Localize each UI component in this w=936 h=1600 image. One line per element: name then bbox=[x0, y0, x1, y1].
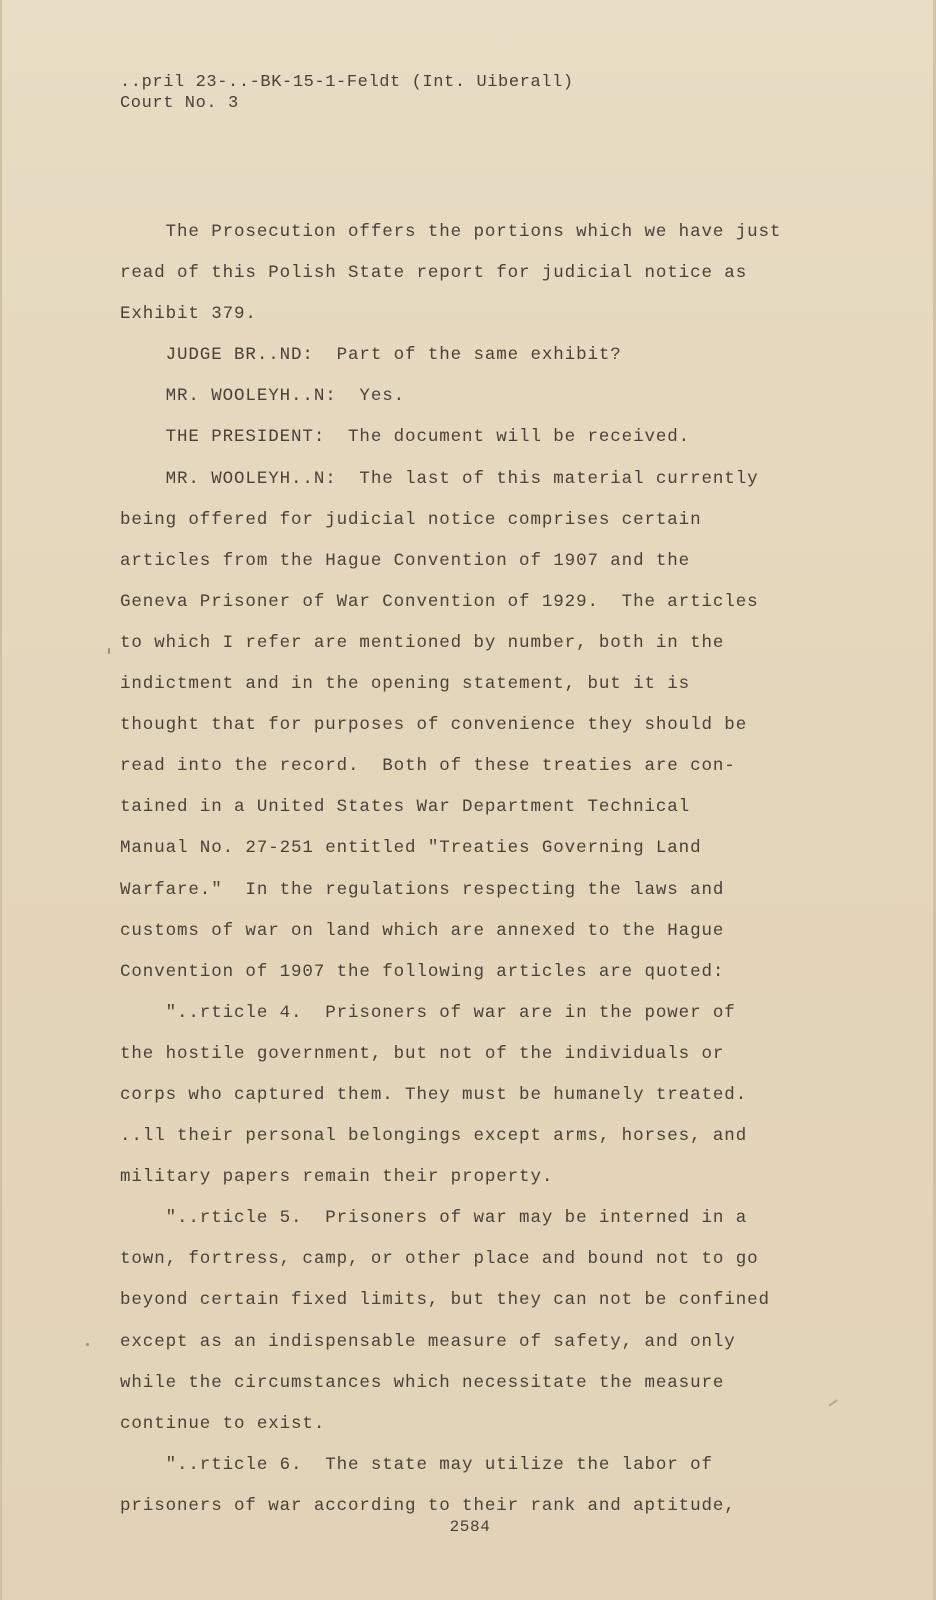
text-line: "..rticle 5. Prisoners of war may be interned in a bbox=[120, 1208, 748, 1229]
text-line: corps who captured them. They must be humanely treated. bbox=[120, 1084, 748, 1105]
text-line: Geneva Prisoner of War Convention of 1929. The articles bbox=[120, 591, 759, 612]
text-line: while the circumstances which necessitate the measure bbox=[120, 1372, 725, 1393]
text-line: "..rticle 4. Prisoners of war are in the power of bbox=[120, 1002, 736, 1023]
text-line: military papers remain their property. bbox=[120, 1167, 554, 1188]
text-line: read into the record. Both of these treaties are con- bbox=[120, 756, 736, 777]
text-line: being offered for judicial notice comprises certain bbox=[120, 509, 702, 530]
page-number: 2584 bbox=[449, 1518, 491, 1536]
text-line: JUDGE BR..ND: Part of the same exhibit? bbox=[120, 345, 622, 366]
text-line: tained in a United States War Department Technical bbox=[120, 797, 691, 818]
text-line: beyond certain fixed limits, but they can not be confined bbox=[120, 1290, 770, 1311]
text-line: Exhibit 379. bbox=[120, 304, 257, 325]
text-line: "..rticle 6. The state may utilize the labor of bbox=[120, 1454, 713, 1475]
text-line: prisoners of war according to their rank and aptitude, bbox=[120, 1495, 736, 1516]
text-line: The Prosecution offers the portions which we have just bbox=[120, 222, 782, 242]
text-line: THE PRESIDENT: The document will be received. bbox=[120, 427, 691, 448]
text-line: articles from the Hague Convention of 1907 and the bbox=[120, 550, 691, 571]
header-date-line: ..pril 23-..-BK-15-1-Feldt (Int. Uiberall) bbox=[120, 73, 574, 92]
paper-speck bbox=[86, 1343, 89, 1346]
text-line: the hostile government, but not of the individuals or bbox=[120, 1043, 725, 1064]
text-line: Manual No. 27-251 entitled "Treaties Governing Land bbox=[120, 838, 702, 859]
paper-speck bbox=[108, 648, 110, 654]
text-line: MR. WOOLEYH..N: The last of this material currently bbox=[120, 468, 759, 489]
text-line: Convention of 1907 the following articles are quoted: bbox=[120, 961, 725, 982]
text-line: indictment and in the opening statement, but it is bbox=[120, 674, 691, 695]
header-court-line: Court No. 3 bbox=[120, 94, 239, 113]
text-line: to which I refer are mentioned by number, both in the bbox=[120, 632, 725, 653]
text-line: customs of war on land which are annexed to the Hague bbox=[120, 920, 725, 941]
text-line: MR. WOOLEYH..N: Yes. bbox=[120, 386, 406, 407]
text-line: except as an indispensable measure of safety, and only bbox=[120, 1331, 736, 1352]
text-line: Warfare." In the regulations respecting the laws and bbox=[120, 879, 725, 900]
document-header bbox=[120, 72, 574, 114]
text-line: continue to exist. bbox=[120, 1413, 326, 1434]
text-line: ..ll their personal belongings except arms, horses, and bbox=[120, 1126, 748, 1147]
text-line: thought that for purposes of convenience they should be bbox=[120, 715, 748, 736]
text-line: town, fortress, camp, or other place and bound not to go bbox=[120, 1249, 759, 1270]
text-line: read of this Polish State report for judicial notice as bbox=[120, 263, 748, 284]
transcript-body bbox=[120, 212, 880, 1527]
